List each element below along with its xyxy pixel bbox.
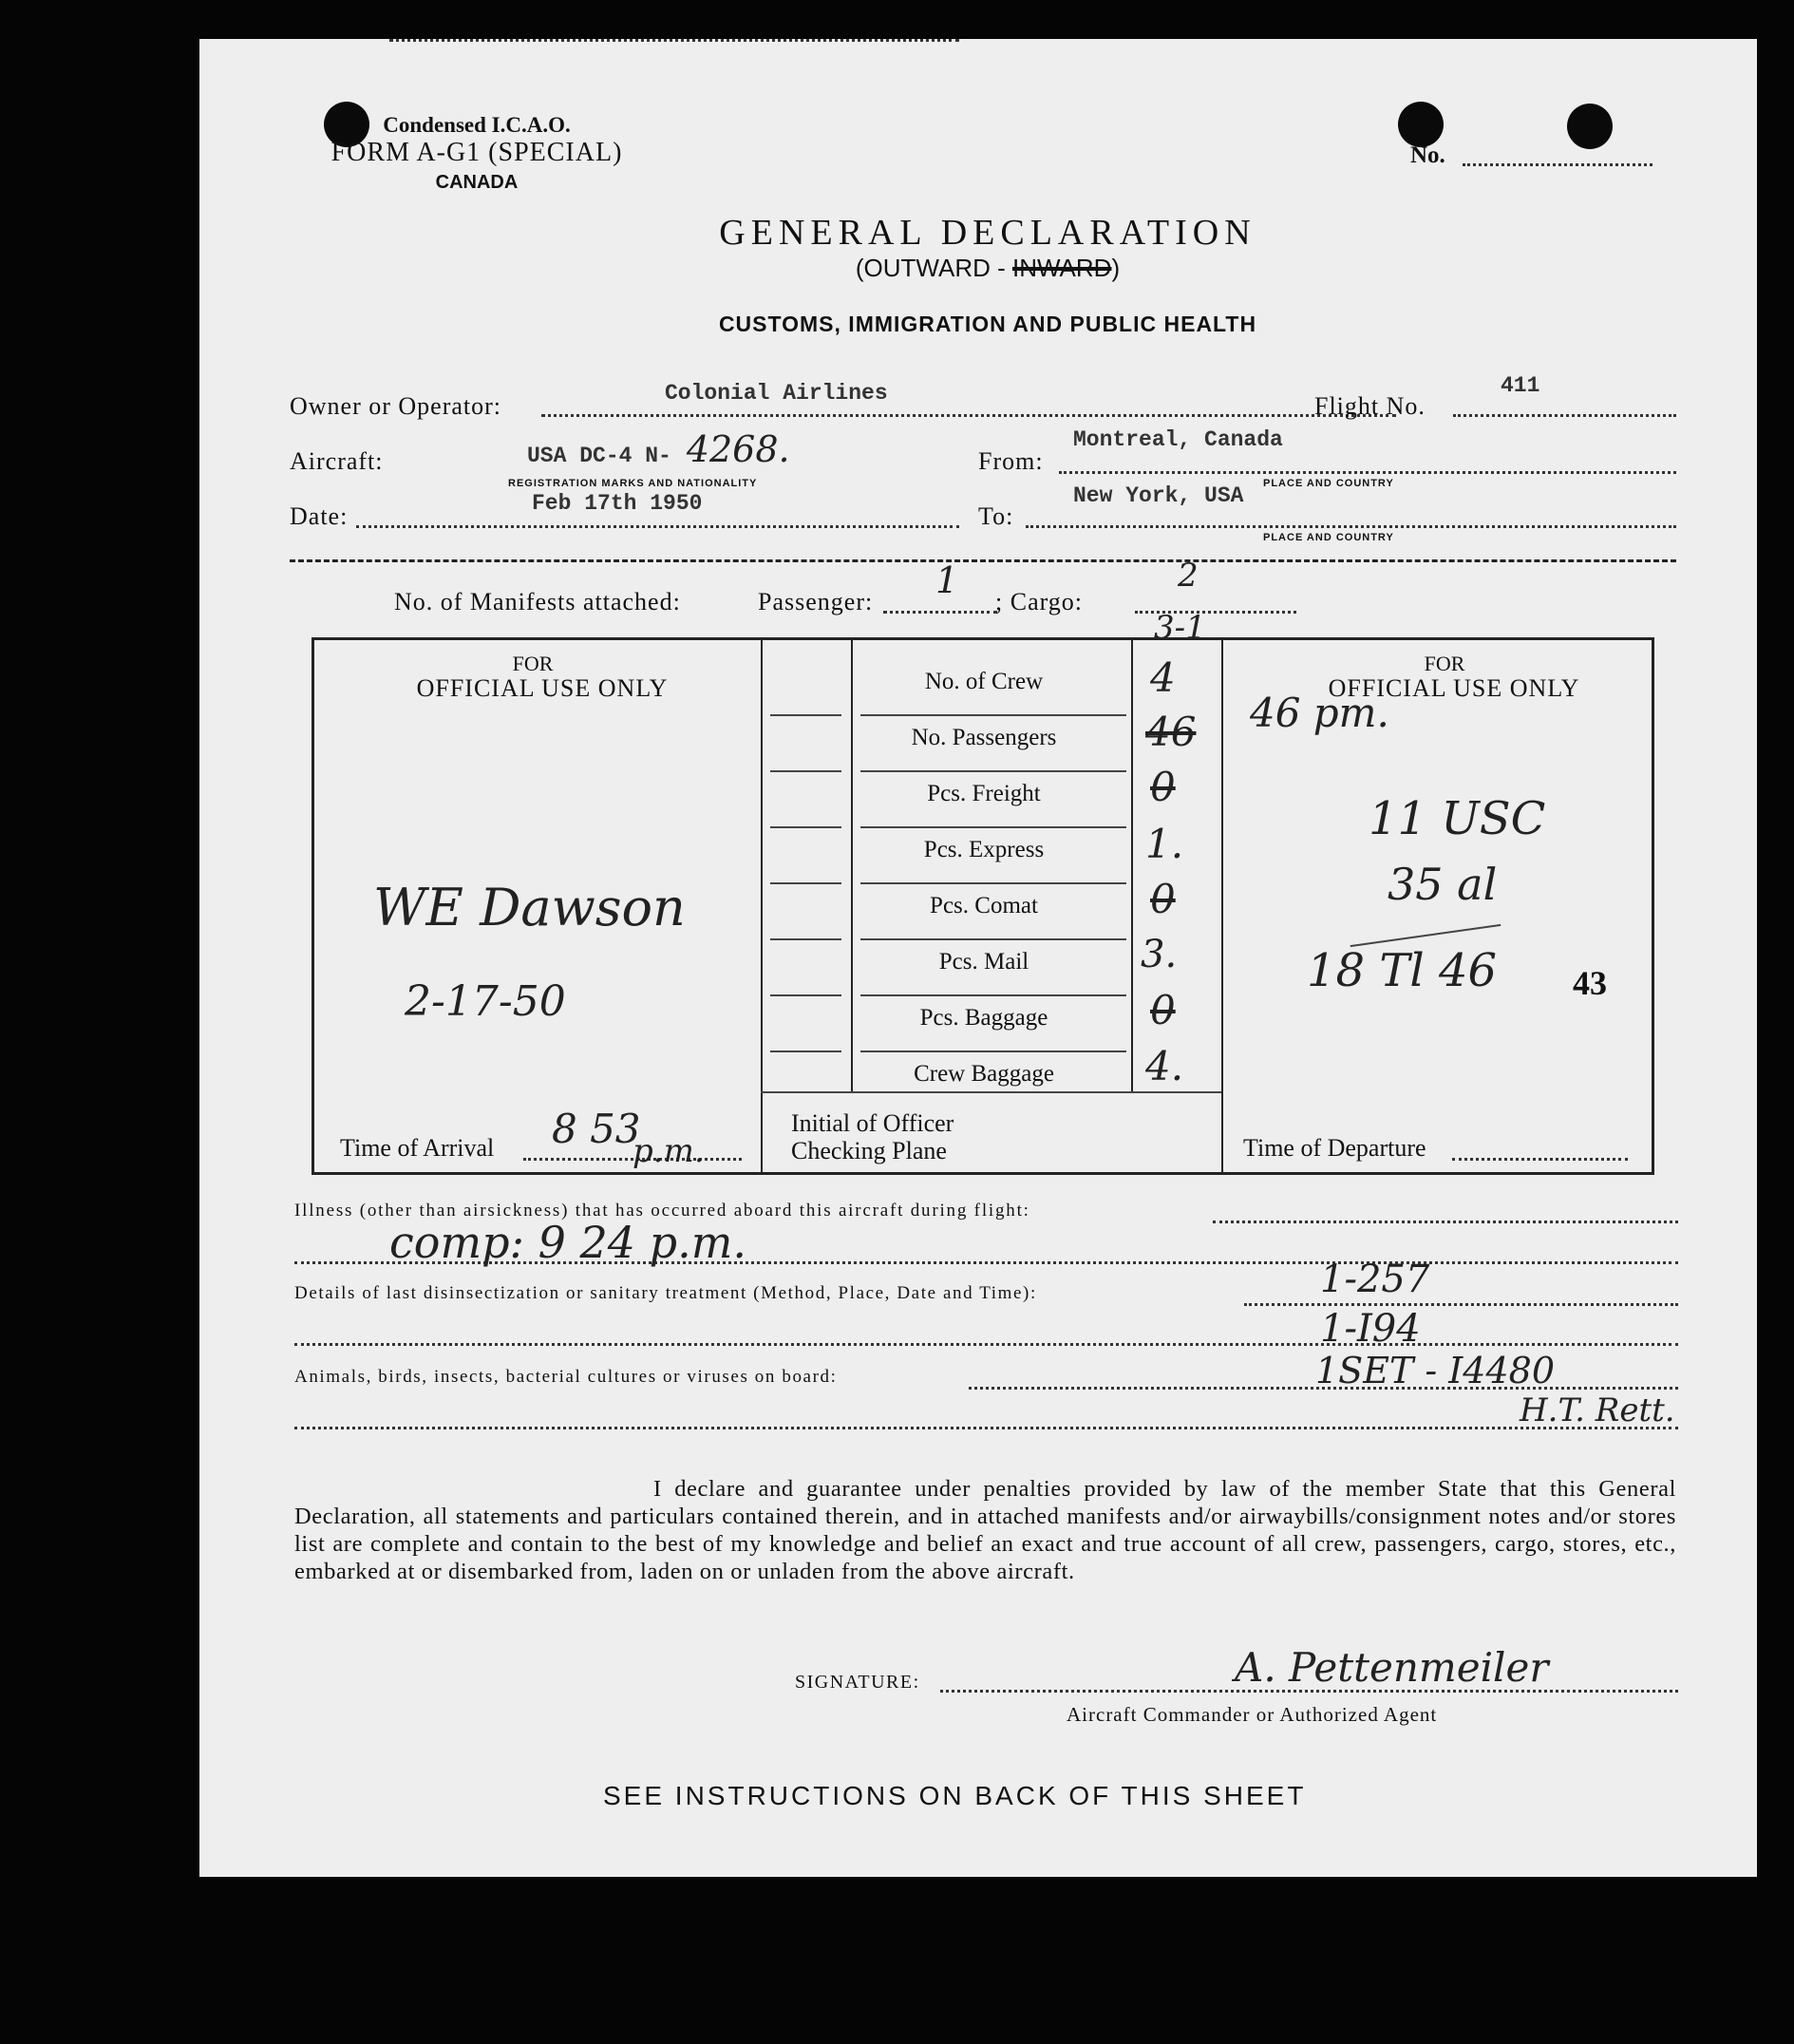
comat-count: 0 [1150,876,1176,922]
to-caption: PLACE AND COUNTRY [1263,532,1394,543]
date-field-line [356,525,959,528]
owner-field-line [541,414,1396,417]
right-note-total: 18 Tl 46 [1307,944,1498,997]
blank-col-rule [770,826,841,828]
blank-col-rule [770,994,841,996]
from-label: From: [978,447,1044,475]
row-label: No. of Crew [924,669,1044,694]
page-title: GENERAL DECLARATION [719,213,1256,253]
no-field-line [1463,163,1652,166]
row-rule [860,826,1126,828]
table-row [851,949,1131,1005]
signer-caption: Aircraft Commander or Authorized Agent [1067,1703,1438,1726]
direction-outward: (OUTWARD - [855,254,1012,282]
right-note-al: 35 al [1388,859,1498,910]
table-row [851,1005,1131,1061]
animals-note-2: H.T. Rett. [1520,1391,1675,1429]
row-rule [860,1050,1126,1052]
row-label: Pcs. Baggage [919,1005,1048,1031]
row-rule [860,714,1126,716]
officer-date: 2-17-50 [405,977,566,1026]
row-label: Crew Baggage [914,1061,1054,1087]
signature-line [940,1690,1678,1693]
direction-line [646,254,1330,283]
no-label: No. [1410,142,1445,168]
manifest-note: 3-1 [1154,609,1206,647]
aircraft-field-line [389,39,959,42]
cargo-manifest-label: ; Cargo: [995,588,1084,615]
blank-col-rule [770,714,841,716]
row-label: No. Passengers [911,725,1057,750]
date-value: Feb 17th 1950 [532,491,703,516]
illness-line [1213,1221,1678,1223]
owner-value: Colonial Airlines [665,381,888,406]
right-note-time: 46 pm. [1250,690,1389,736]
blank-col-rule [770,938,841,940]
declaration-text: I declare and guarantee under penalties provided by law of the member State that this General Declaration, all statements and particulars contained therein, and in attached manifests and/or airwaybills/consignment notes and/or stores list are complete and contain to the best of my knowledge and belief an exact and true account of all crew, passengers, cargo, stores, etc., embarked at or disembarked from, laden on or unladen from the above aircraft. [294,1476,1676,1584]
punch-hole-right [1567,104,1613,149]
departure-label: Time of Departure [1243,1134,1426,1162]
disinsect-note-2: 1-I94 [1320,1307,1421,1351]
aircraft-label: Aircraft: [290,447,384,475]
disinsect-line [1244,1303,1678,1306]
passenger-count: 46 [1145,709,1197,755]
to-label: To: [978,502,1014,530]
direction-inward-struck: INWARD [1011,254,1112,282]
table-row [851,781,1131,837]
aircraft-typed: USA DC-4 N- [527,444,671,468]
row-rule [860,882,1126,884]
to-value: New York, USA [1073,483,1244,508]
crew-baggage-count: 4. [1145,1043,1184,1089]
disinsect-label: Details of last disinsectization or sanitary treatment (Method, Place, Date and Time): [294,1283,1037,1303]
flight-field-line [1453,414,1676,417]
right-note-usc: 11 USC [1369,792,1546,845]
left-official-for: FOR [512,652,554,675]
animals-line-2 [294,1427,1678,1429]
signature-label: SIGNATURE: [795,1672,920,1693]
table-row [851,893,1131,949]
table-row [851,1061,1131,1091]
officer-initial-line2: Checking Plane [791,1137,947,1164]
animals-note-1: 1SET - I4480 [1315,1350,1556,1391]
row-label: Pcs. Comat [930,893,1038,918]
right-number: 43 [1573,964,1607,1002]
row-rule [860,770,1126,772]
form-country: CANADA [435,172,519,193]
from-caption: PLACE AND COUNTRY [1263,478,1394,489]
freight-count: 0 [1150,764,1176,810]
row-label: Pcs. Freight [927,781,1041,806]
row-label: Pcs. Mail [938,949,1029,975]
table-row [851,837,1131,893]
footer-instructions: SEE INSTRUCTIONS ON BACK OF THIS SHEET [603,1781,1307,1810]
baggage-count: 0 [1150,987,1176,1033]
header-divider [290,559,1676,562]
direction-close: ) [1111,254,1121,282]
punch-hole-mid [1398,102,1444,147]
flight-label: Flight No. [1314,392,1426,420]
form-sheet [199,39,1757,1877]
row-rule [860,994,1126,996]
row-rule [860,938,1126,940]
from-field-line [1059,471,1676,474]
page-subtitle: CUSTOMS, IMMIGRATION AND PUBLIC HEALTH [718,312,1257,336]
crew-count: 4 [1150,654,1176,701]
passenger-manifest-line [883,611,997,614]
disinsect-note-1: 1-257 [1320,1258,1430,1301]
table-row [851,669,1131,725]
table-row [851,725,1131,781]
date-label: Date: [290,502,349,530]
aircraft-value [527,428,790,470]
animals-label: Animals, birds, insects, bacterial cultures or viruses on board: [294,1367,838,1387]
blank-col-rule [770,1050,841,1052]
center-bottom-rule [761,1091,1221,1093]
owner-label: Owner or Operator: [290,392,502,420]
arrival-value: 8 53 [552,1106,641,1152]
officer-signature: WE Dawson [373,878,686,937]
right-official-title: OFFICIAL USE ONLY [1328,674,1580,702]
aircraft-handwritten: 4268. [686,428,790,470]
official-grid [312,637,1654,1175]
passenger-manifest-label: Passenger: [758,588,874,615]
passenger-manifest-value: 1 [935,559,959,601]
center-rows [851,640,1131,1091]
row-label: Pcs. Express [923,837,1045,862]
form-line2: FORM A-G1 (SPECIAL) [330,138,623,167]
arrival-label: Time of Arrival [340,1134,495,1162]
arrival-suffix: p.m. [633,1132,705,1170]
departure-line [1452,1158,1628,1161]
cargo-manifest-value: 2 [1178,557,1199,595]
left-official-title: OFFICIAL USE ONLY [416,674,669,702]
blank-col-rule [770,882,841,884]
express-count: 1. [1145,821,1184,867]
to-field-line [1026,525,1676,528]
manifests-label: No. of Manifests attached: [394,588,681,615]
illness-label: Illness (other than airsickness) that has occurred aboard this aircraft during flight: [294,1201,1030,1221]
grid-divider-3 [1131,640,1133,1091]
blank-col-rule [770,770,841,772]
flight-value: 411 [1501,373,1540,398]
officer-initial-line1: Initial of Officer [791,1109,954,1137]
form-header [287,113,667,194]
illness-note: comp: 9 24 p.m. [389,1217,746,1268]
form-line1: Condensed I.C.A.O. [383,113,571,137]
mail-count: 3. [1141,933,1178,976]
signature-value: A. Pettenmeiler [1235,1644,1549,1691]
disinsect-line-2 [294,1343,1678,1346]
from-value: Montreal, Canada [1073,427,1283,452]
registration-caption: REGISTRATION MARKS AND NATIONALITY [508,478,758,489]
grid-divider-4 [1221,640,1223,1172]
right-official-for: FOR [1424,652,1465,675]
